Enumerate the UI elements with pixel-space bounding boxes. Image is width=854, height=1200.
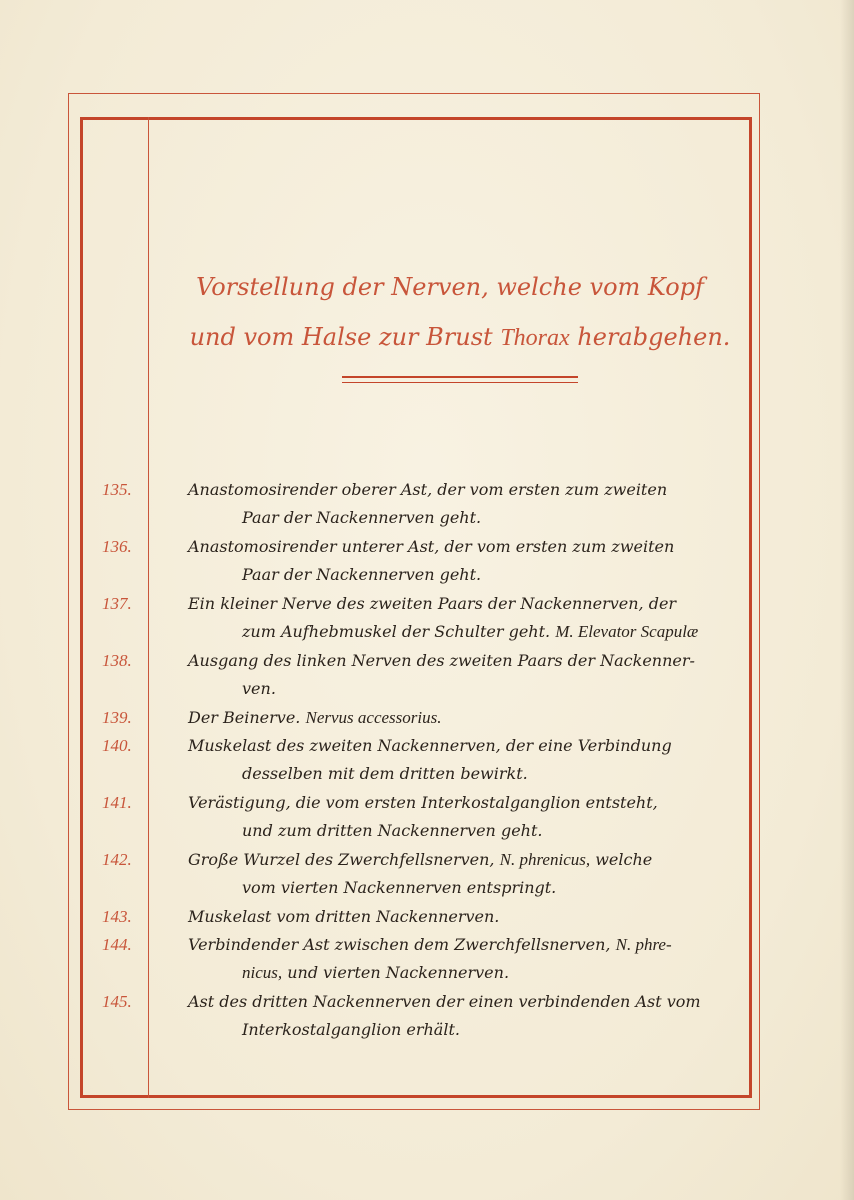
list-item [0,647,854,704]
page-title [150,262,750,363]
latin-term: N. phrenicus, [499,850,591,869]
title-line-2-text: und vom Halse zur Brust [189,323,493,351]
entry-text [188,647,758,703]
list-item [0,789,854,846]
entry-line-continuation: desselben mit dem dritten bewirkt. [242,764,528,783]
list-item [0,476,854,533]
entry-line-text: Verbindender Ast zwischen dem Zwerchfellsnerven, [188,935,611,954]
entry-line-continuation [188,959,758,987]
entry-text [188,590,758,646]
entry-number: 145. [102,992,132,1011]
entry-line-continuation: ven. [242,679,276,698]
entry-line-text: zum Aufhebmuskel der Schulter geht. [242,622,551,641]
entry-line-continuation: und zum dritten Nackennerven geht. [242,821,543,840]
entry-number: 139. [102,708,132,727]
entry-line: Ein kleiner Nerve des zweiten Paars der Nackennerven, der [188,594,677,613]
entry-text [188,988,758,1044]
entry-line: Muskelast vom dritten Nackennerven. [188,907,500,926]
entry-line: Anastomosirender unterer Ast, der vom ersten zum zweiten [188,537,675,556]
entry-line-continuation [188,618,758,646]
entry-line: Muskelast des zweiten Nackennerven, der eine Verbindung [188,736,672,755]
latin-term-continuation: nicus, [242,963,283,982]
entry-line-continuation: Paar der Nackennerven geht. [242,508,482,527]
list-item [0,988,854,1045]
title-line-2-end: herabgehen. [577,323,731,351]
list-item [0,533,854,590]
entry-number: 141. [102,793,132,812]
entry-list [0,476,854,1045]
title-divider-thick [342,376,578,378]
list-item [0,704,854,732]
title-line-1: Vorstellung der Nerven, welche vom Kopf [196,273,704,301]
entry-line-continuation: vom vierten Nackennerven entspringt. [242,878,557,897]
latin-term: Nervus accessorius. [305,708,442,727]
entry-number: 137. [102,594,132,613]
entry-line: Ausgang des linken Nerven des zweiten Paars der Nackenner- [188,651,695,670]
entry-line: Ast des dritten Nackennerven der einen verbindenden Ast vom [188,992,701,1011]
entry-line-end: welche [595,850,653,869]
entry-number: 142. [102,850,132,869]
entry-line-text: Der Beinerve. [188,708,301,727]
list-item [0,931,854,988]
entry-line [188,704,758,732]
list-item [0,846,854,903]
entry-line: Anastomosirender oberer Ast, der vom ersten zum zweiten [188,480,668,499]
entry-line: Verästigung, die vom ersten Interkostalganglion entsteht, [188,793,658,812]
list-item [0,903,854,931]
entry-line-text: Große Wurzel des Zwerchfellsnerven, [188,850,495,869]
entry-line [188,846,758,874]
latin-term: M. Elevator Scapulæ [555,622,699,641]
entry-text [188,704,758,732]
entry-number: 140. [102,736,132,755]
entry-line-continuation: Interkostalganglion erhält. [242,1020,460,1039]
entry-text [188,903,758,931]
entry-text [188,931,758,987]
entry-text [188,789,758,845]
entry-number: 143. [102,907,132,926]
title-line-2 [150,312,750,363]
entry-line-continuation: Paar der Nackennerven geht. [242,565,482,584]
title-latin-term: Thorax [500,325,570,351]
entry-number: 144. [102,935,132,954]
entry-line [188,931,758,959]
list-item [0,732,854,789]
entry-number: 138. [102,651,132,670]
latin-term: N. phre- [615,935,672,954]
entry-text [188,732,758,788]
entry-text [188,533,758,589]
entry-text [188,476,758,532]
title-divider-thin [342,382,578,383]
entry-number: 136. [102,537,132,556]
entry-line-text: und vierten Nackennerven. [287,963,510,982]
entry-number: 135. [102,480,132,499]
list-item [0,590,854,647]
entry-text [188,846,758,902]
